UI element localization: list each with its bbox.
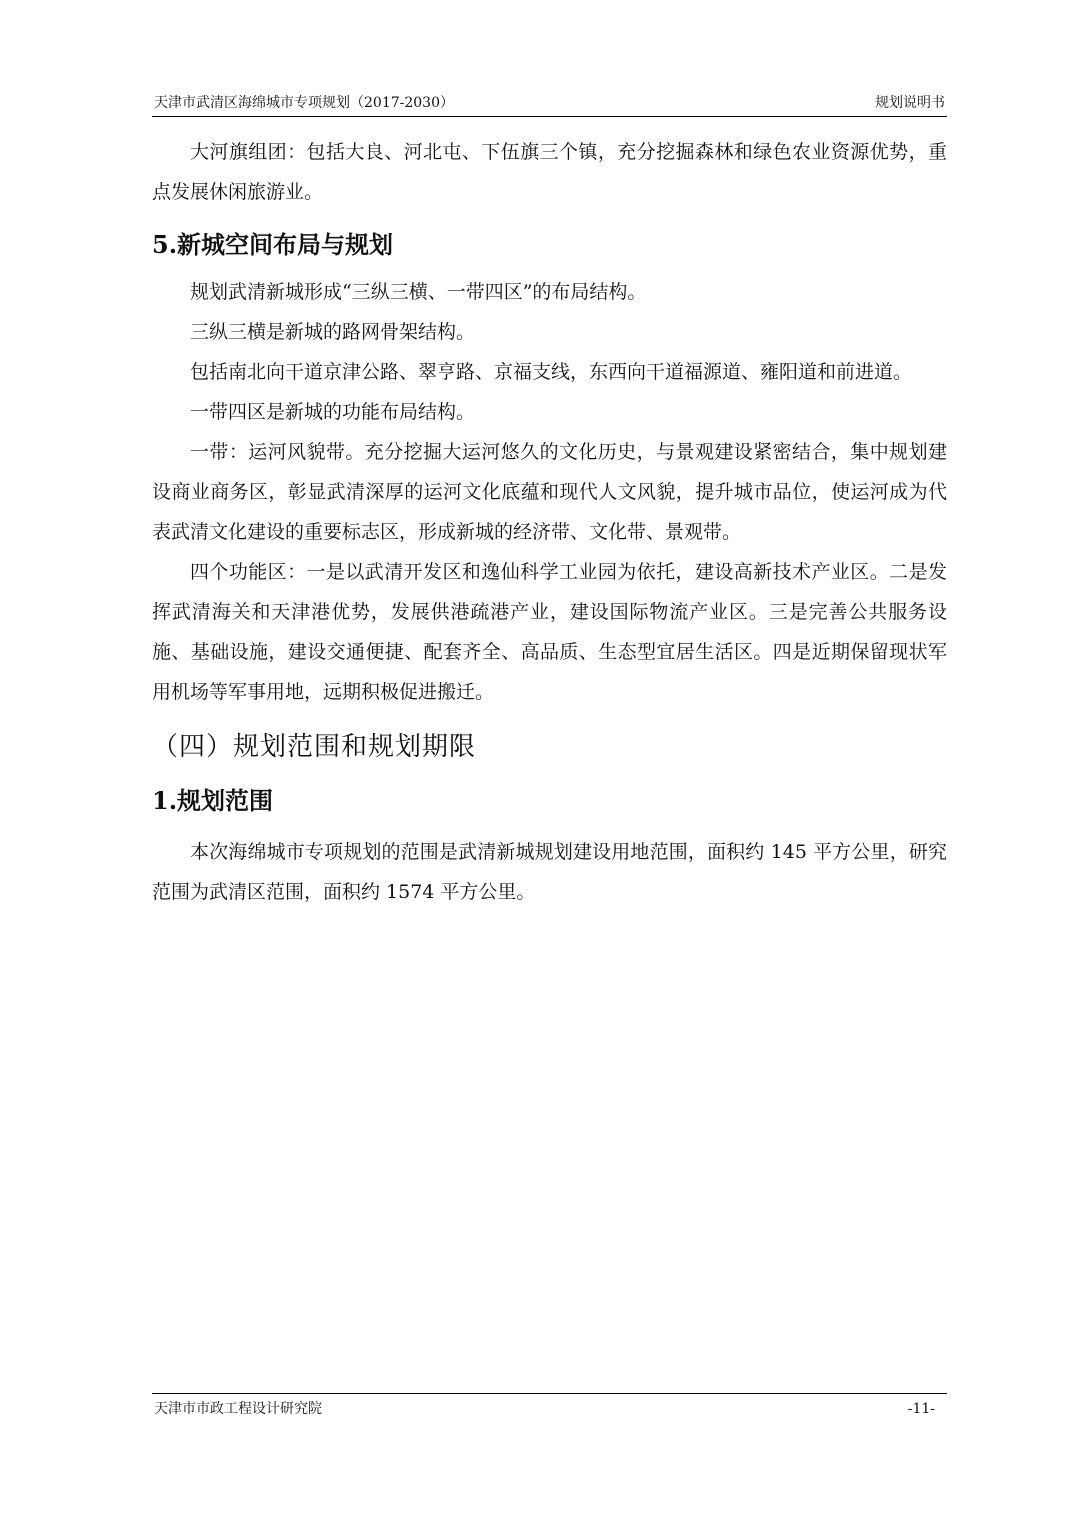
paragraph-dahe-cluster: 大河旗组团：包括大良、河北屯、下伍旗三个镇，充分挖掘森林和绿色农业资源优势，重点发展休闲旅游业。 xyxy=(152,141,947,203)
paragraph-layout-structure: 规划武清新城形成“三纵三横、一带四区”的布局结构。 xyxy=(190,281,647,303)
paragraph-roads: 包括南北向干道京津公路、翠亨路、京福支线，东西向干道福源道、雍阳道和前进道。 xyxy=(190,361,913,383)
page-number: -11- xyxy=(907,1401,935,1417)
section-heading-new-city-layout: 5.新城空间布局与规划 xyxy=(152,230,394,259)
section-heading-planning-scope: 1.规划范围 xyxy=(152,786,274,815)
header-doc-type: 规划说明书 xyxy=(875,95,945,111)
paragraph-road-skeleton: 三纵三横是新城的路网骨架结构。 xyxy=(190,321,476,343)
page-body xyxy=(152,132,947,912)
header-title: 天津市武清区海绵城市专项规划（2017-2030） xyxy=(154,95,454,111)
page-header xyxy=(152,92,947,117)
paragraph-planning-scope: 本次海绵城市专项规划的范围是武清新城规划建设用地范围，面积约 145 平方公里，研究范围为武清区范围，面积约 1574 平方公里。 xyxy=(152,841,947,903)
paragraph-canal-belt: 一带：运河风貌带。充分挖掘大运河悠久的文化历史，与景观建设紧密结合，集中规划建设商业商务区，彰显武清深厚的运河文化底蕴和现代人文风貌，提升城市品位，使运河成为代表武清文化建设的重要标志区，形成新城的经济带、文化带、景观带。 xyxy=(152,441,947,543)
section-heading-scope-and-period: （四）规划范围和规划期限 xyxy=(152,732,477,762)
footer-institute: 天津市市政工程设计研究院 xyxy=(154,1401,322,1417)
paragraph-four-zones: 四个功能区：一是以武清开发区和逸仙科学工业园为依托，建设高新技术产业区。二是发挥武清海关和天津港优势，发展供港疏港产业，建设国际物流产业区。三是完善公共服务设施、基础设施，建设交通便捷、配套齐全、高品质、生态型宜居生活区。四是近期保留现状军用机场等军事用地，远期积极促进搬迁。 xyxy=(152,561,947,703)
paragraph-functional-structure: 一带四区是新城的功能布局结构。 xyxy=(190,401,476,423)
page-footer xyxy=(152,1393,947,1420)
